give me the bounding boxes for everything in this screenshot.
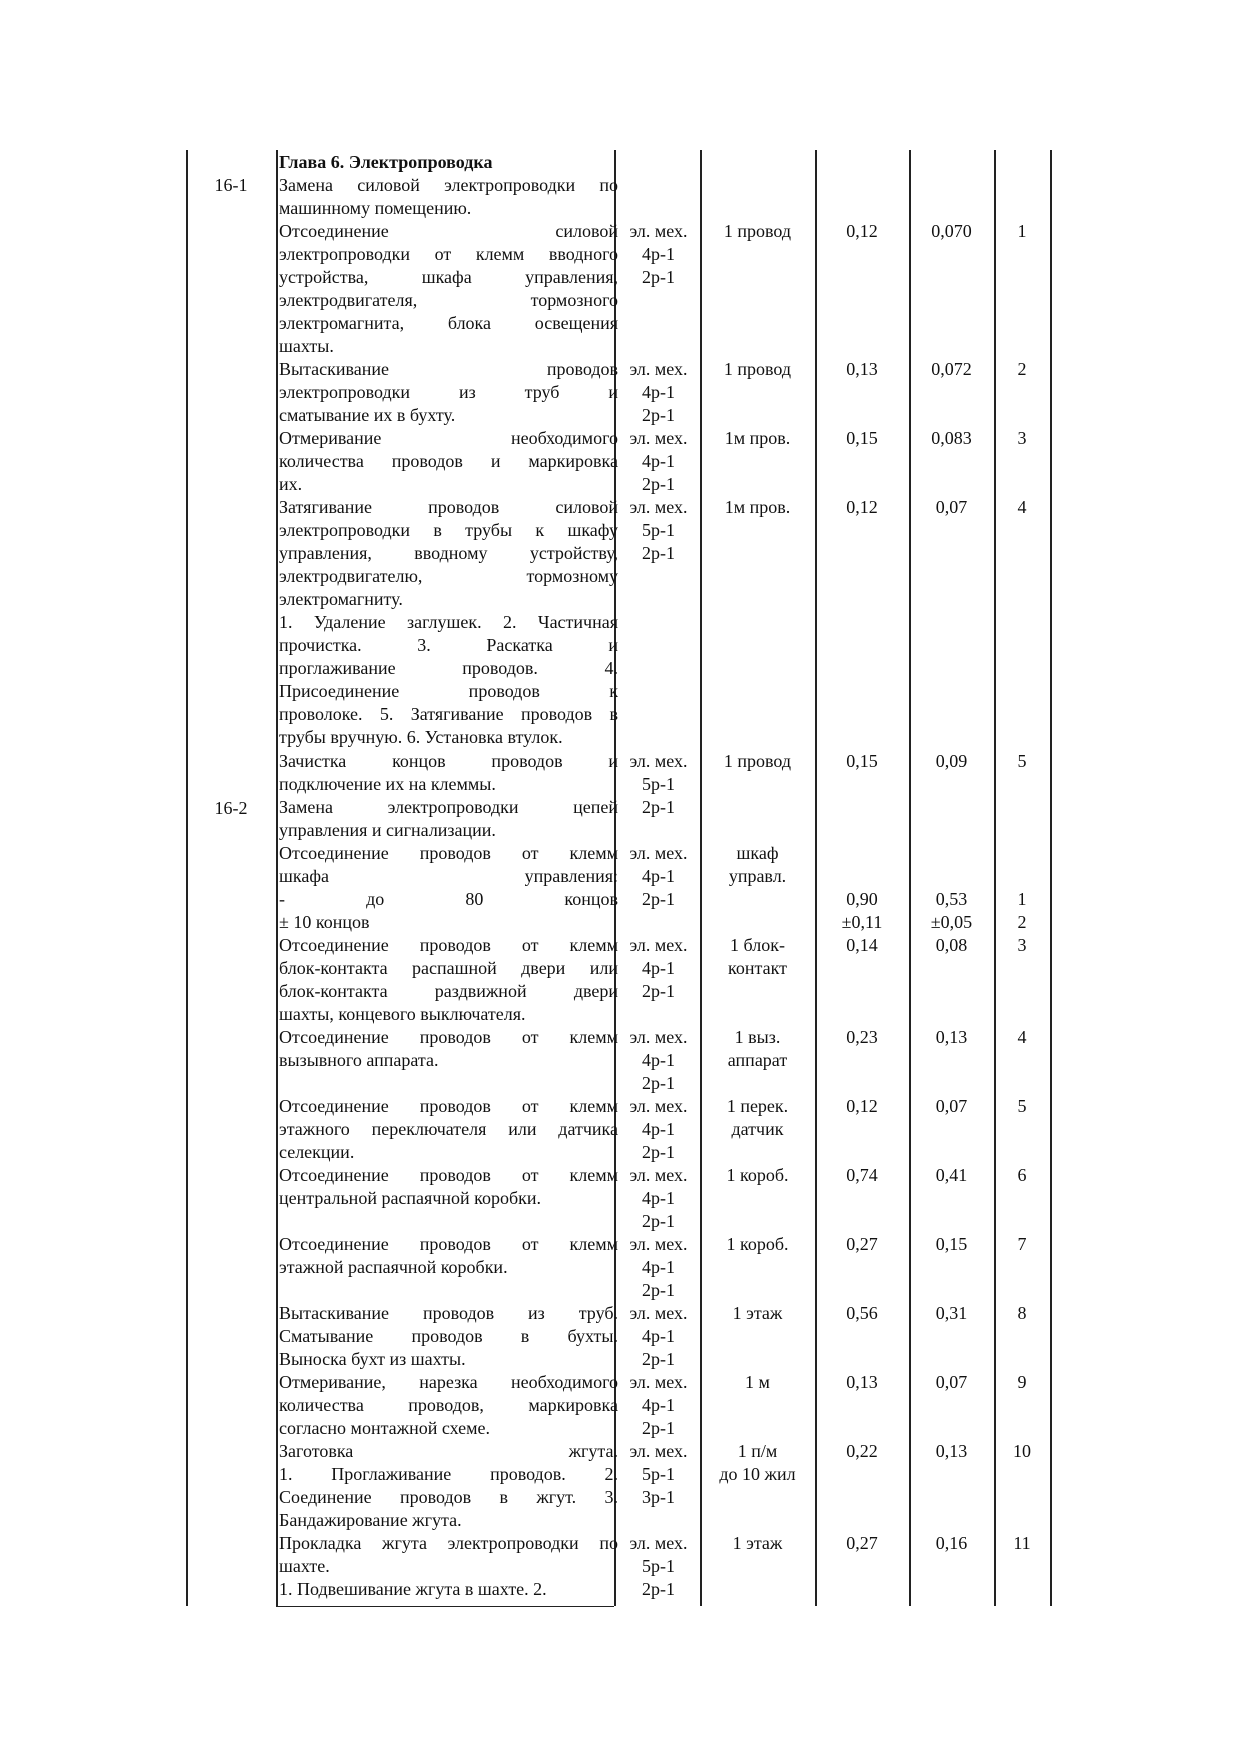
work-description	[279, 427, 618, 496]
description-line: Отмеривание, нарезка необходимого	[279, 1372, 618, 1392]
work-description	[279, 842, 618, 934]
norm-value-value: 0,07	[935, 1372, 968, 1392]
description-line: Сматывание проводов в бухты.	[279, 1326, 618, 1346]
unit-of-measure	[700, 1532, 815, 1555]
unit-of-measure-value: 1м пров.	[724, 497, 791, 517]
work-description	[279, 1371, 618, 1440]
crew-composition	[617, 220, 700, 289]
unit-of-measure-value: шкаф	[736, 843, 779, 863]
description-line: центральной распаячной коробки.	[279, 1188, 542, 1208]
work-description	[279, 496, 618, 611]
crew-composition-value: 2р-1	[642, 1211, 675, 1231]
crew-composition-value: эл. мех.	[629, 428, 688, 448]
crew-composition	[617, 1095, 700, 1164]
unit-of-measure	[700, 1095, 815, 1141]
work-description	[279, 1026, 618, 1072]
description-line: Вытаскивание проводов	[279, 359, 618, 379]
description-line: электромагнита, блока освещения	[279, 313, 618, 333]
unit-of-measure	[700, 1440, 815, 1486]
crew-composition-value: эл. мех.	[629, 935, 688, 955]
work-description	[279, 1233, 618, 1279]
norm-value	[909, 220, 994, 243]
unit-of-measure-value: 1 выз.	[734, 1027, 781, 1047]
crew-composition-value: 4р-1	[642, 1257, 675, 1277]
norm-time	[815, 934, 909, 957]
table-border-right	[1050, 150, 1052, 1606]
description-line: 1. Подвешивание жгута в шахте. 2.	[279, 1579, 547, 1599]
norm-value-value: 0,08	[935, 935, 968, 955]
norm-time	[815, 358, 909, 381]
norm-value	[909, 496, 994, 519]
unit-of-measure-value: контакт	[728, 958, 787, 978]
norm-value-value: 0,072	[931, 359, 972, 379]
description-line: Отсоединение проводов от клемм	[279, 1027, 618, 1047]
description-line: этажной распаячной коробки.	[279, 1257, 508, 1277]
row-number-value: 11	[1013, 1533, 1031, 1553]
description-line: блок-контакта распашной двери или	[279, 958, 618, 978]
crew-composition-value: эл. мех.	[629, 1096, 688, 1116]
description-line: количества проводов, маркировка	[279, 1395, 618, 1415]
description-line: Заготовка жгута.	[279, 1441, 618, 1461]
norm-time-value: 0,90	[846, 889, 878, 909]
crew-composition	[617, 1440, 700, 1509]
norm-time	[815, 1371, 909, 1394]
row-number	[994, 934, 1050, 957]
crew-composition-value: 4р-1	[642, 1119, 675, 1139]
description-line: Выноска бухт из шахты.	[279, 1349, 466, 1369]
row-number-value: 5	[1017, 1096, 1027, 1116]
crew-composition-value: 4р-1	[642, 1326, 675, 1346]
crew-composition-value: 4р-1	[642, 451, 675, 471]
crew-composition-value: эл. мех.	[629, 1027, 688, 1047]
row-number	[994, 358, 1050, 381]
norm-value-value: ±0,05	[930, 912, 973, 932]
crew-composition-value: 4р-1	[642, 1395, 675, 1415]
crew-composition-value: 4р-1	[642, 958, 675, 978]
row-number-value: 3	[1017, 935, 1027, 955]
crew-composition-value: 4р-1	[642, 244, 675, 264]
unit-of-measure-value: датчик	[731, 1119, 784, 1139]
work-description	[279, 1532, 618, 1601]
crew-composition	[617, 358, 700, 427]
crew-composition-value: эл. мех.	[629, 221, 688, 241]
norm-value-value: 0,070	[931, 221, 972, 241]
row-number-value: 6	[1017, 1165, 1027, 1185]
norm-time	[815, 220, 909, 243]
description-line: проглаживание проводов. 4.	[279, 658, 618, 678]
norm-time-value: 0,13	[846, 1372, 878, 1392]
crew-composition-value: 4р-1	[642, 382, 675, 402]
norm-value	[909, 1440, 994, 1463]
norm-time-value: 0,27	[846, 1234, 878, 1254]
description-line: Отсоединение проводов от клемм	[279, 1234, 618, 1254]
unit-of-measure	[700, 358, 815, 381]
unit-of-measure-value: 1 провод	[723, 359, 792, 379]
unit-of-measure	[700, 1164, 815, 1187]
work-description	[279, 1440, 618, 1532]
description-line: 1. Удаление заглушек. 2. Частичная	[279, 612, 618, 632]
description-line: управления и сигнализации.	[279, 820, 496, 840]
description-line: шахте.	[279, 1556, 330, 1576]
crew-composition-value: 4р-1	[642, 866, 675, 886]
description-line: Прокладка жгута электропроводки по	[279, 1533, 618, 1553]
unit-of-measure	[700, 1026, 815, 1072]
work-description	[279, 750, 618, 796]
description-line: Бандажирование жгута.	[279, 1510, 462, 1530]
chapter-title: Глава 6. Электропроводка	[279, 152, 493, 172]
unit-of-measure-value: 1 этаж	[732, 1303, 783, 1323]
unit-of-measure	[700, 1233, 815, 1256]
description-line: Отсоединение проводов от клемм	[279, 935, 618, 955]
row-number	[994, 1371, 1050, 1394]
work-description	[279, 358, 618, 427]
row-number-value: 1	[1017, 889, 1027, 909]
crew-composition-value: 5р-1	[642, 1464, 675, 1484]
section-code: 16-1	[214, 175, 248, 195]
description-line: Соединение проводов в жгут. 3.	[279, 1487, 618, 1507]
crew-composition-value: 5р-1	[642, 1556, 675, 1576]
work-description	[279, 1095, 618, 1164]
row-number	[994, 888, 1050, 934]
crew-composition-value: эл. мех.	[629, 1234, 688, 1254]
crew-composition-value: 2р-1	[642, 1349, 675, 1369]
norm-value-value: 0,083	[931, 428, 972, 448]
row-number	[994, 1302, 1050, 1325]
crew-composition	[617, 496, 700, 565]
norm-value-value: 0,07	[935, 497, 968, 517]
work-description	[279, 611, 618, 749]
crew-composition-value: 2р-1	[642, 543, 675, 563]
row-number-value: 2	[1017, 359, 1027, 379]
unit-of-measure	[700, 1302, 815, 1325]
norm-value	[909, 1233, 994, 1256]
norm-time-value: 0,23	[846, 1027, 878, 1047]
work-description	[279, 1302, 618, 1371]
description-line: электромагниту.	[279, 589, 403, 609]
norm-time-value: 0,56	[846, 1303, 878, 1323]
crew-composition	[617, 934, 700, 1003]
crew-composition	[617, 1302, 700, 1371]
norm-time	[815, 1302, 909, 1325]
description-line: ± 10 концов	[279, 912, 370, 932]
norm-time-value: 0,13	[846, 359, 878, 379]
row-number	[994, 1026, 1050, 1049]
crew-composition	[617, 1164, 700, 1233]
description-line: Отсоединение силовой	[279, 221, 618, 241]
norm-value-value: 0,07	[935, 1096, 968, 1116]
table-border-left	[186, 150, 188, 1606]
description-line: 1. Проглаживание проводов. 2.	[279, 1464, 618, 1484]
unit-of-measure-value: 1 этаж	[732, 1533, 783, 1553]
table-bottom-line	[276, 1606, 614, 1607]
unit-of-measure	[700, 750, 815, 773]
description-line: селекции.	[279, 1142, 355, 1162]
crew-composition-value: 2р-1	[642, 1073, 675, 1093]
norm-value-value: 0,53	[935, 889, 968, 909]
description-line: прочистка. 3. Раскатка и	[279, 635, 618, 655]
crew-composition-value: эл. мех.	[629, 1441, 688, 1461]
row-number	[994, 1532, 1050, 1555]
norm-time-value: 0,74	[846, 1165, 878, 1185]
description-line: машинному помещению.	[279, 198, 472, 218]
norm-value-value: 0,09	[935, 751, 968, 771]
description-line: их.	[279, 474, 303, 494]
row-number-value: 2	[1017, 912, 1027, 932]
norm-time	[815, 750, 909, 773]
unit-of-measure-value: 1м пров.	[724, 428, 791, 448]
crew-composition	[617, 427, 700, 496]
row-number-value: 4	[1017, 1027, 1027, 1047]
row-number-value: 10	[1013, 1441, 1031, 1461]
row-number	[994, 750, 1050, 773]
description-line: электродвигателя, тормозного	[279, 290, 618, 310]
crew-composition-value: эл. мех.	[629, 359, 688, 379]
norm-value	[909, 750, 994, 773]
norm-time	[815, 888, 909, 934]
row-number-value: 7	[1017, 1234, 1027, 1254]
norm-value-value: 0,31	[935, 1303, 968, 1323]
norm-time	[815, 1164, 909, 1187]
norm-time-value: 0,12	[846, 497, 878, 517]
crew-composition-value: 4р-1	[642, 1050, 675, 1070]
unit-of-measure	[700, 427, 815, 450]
norm-time-value: 0,14	[846, 935, 878, 955]
norm-value	[909, 1302, 994, 1325]
norm-value-value: 0,13	[935, 1027, 968, 1047]
unit-of-measure-value: управл.	[728, 866, 787, 886]
description-line: Отсоединение проводов от клемм	[279, 843, 618, 863]
unit-of-measure-value: аппарат	[727, 1050, 788, 1070]
norm-time-value: 0,12	[846, 221, 878, 241]
description-line: Зачистка концов проводов и	[279, 751, 618, 771]
crew-composition-value: эл. мех.	[629, 751, 688, 771]
norm-value	[909, 358, 994, 381]
description-line: Замена силовой электропроводки по	[279, 175, 618, 195]
description-line: Присоединение проводов к	[279, 681, 618, 701]
norm-value	[909, 888, 994, 934]
norm-value-value: 0,13	[935, 1441, 968, 1461]
unit-of-measure	[700, 1371, 815, 1394]
norm-time-value: 0,27	[846, 1533, 878, 1553]
crew-composition-value: эл. мех.	[629, 497, 688, 517]
description-line: проволоке. 5. Затягивание проводов в	[279, 704, 618, 724]
description-line: согласно монтажной схеме.	[279, 1418, 491, 1438]
norm-time-value: 0,22	[846, 1441, 878, 1461]
description-line: этажного переключателя или датчика	[279, 1119, 618, 1139]
description-line: шкафа управления:	[279, 866, 618, 886]
crew-composition	[617, 1233, 700, 1302]
unit-of-measure	[700, 496, 815, 519]
norm-value	[909, 1532, 994, 1555]
work-description	[279, 220, 618, 358]
description-line: вызывного аппарата.	[279, 1050, 439, 1070]
crew-composition-value: 3р-1	[642, 1487, 675, 1507]
description-line: электропроводки от клемм вводного	[279, 244, 618, 264]
unit-of-measure-value: 1 провод	[723, 221, 792, 241]
norm-time	[815, 1233, 909, 1256]
work-description	[279, 934, 618, 1026]
crew-composition-value: 2р-1	[642, 797, 675, 817]
description-line: - до 80 концов	[279, 889, 618, 909]
description-line: Замена электропроводки цепей	[279, 797, 618, 817]
row-number	[994, 1095, 1050, 1118]
norm-time-value: ±0,11	[841, 912, 883, 932]
norm-value-value: 0,41	[935, 1165, 968, 1185]
description-line: управления, вводному устройству,	[279, 543, 618, 563]
row-number	[994, 220, 1050, 243]
norm-time	[815, 1532, 909, 1555]
row-number	[994, 1440, 1050, 1463]
norm-time-value: 0,12	[846, 1096, 878, 1116]
unit-of-measure	[700, 934, 815, 980]
description-line: электропроводки из труб и	[279, 382, 618, 402]
row-number	[994, 496, 1050, 519]
unit-of-measure-value: 1 м	[745, 1372, 770, 1392]
crew-composition-value: эл. мех.	[629, 1165, 688, 1185]
crew-composition-value: эл. мех.	[629, 1372, 688, 1392]
row-number-value: 9	[1017, 1372, 1027, 1392]
crew-composition-value: 2р-1	[642, 1280, 675, 1300]
unit-of-measure-value: 1 блок-	[730, 935, 785, 955]
norm-time-value: 0,15	[846, 428, 878, 448]
crew-composition-value: 5р-1	[642, 520, 675, 540]
norm-value	[909, 934, 994, 957]
crew-composition	[617, 1532, 700, 1601]
work-description	[279, 1164, 618, 1210]
description-line: Отмеривание необходимого	[279, 428, 618, 448]
description-line: блок-контакта раздвижной двери	[279, 981, 618, 1001]
row-number	[994, 427, 1050, 450]
row-number-value: 3	[1017, 428, 1027, 448]
crew-composition-value: 2р-1	[642, 1142, 675, 1162]
crew-composition-value: эл. мех.	[629, 1533, 688, 1553]
description-line: устройства, шкафа управления,	[279, 267, 618, 287]
row-number-value: 5	[1017, 751, 1027, 771]
norm-value	[909, 1164, 994, 1187]
crew-composition-value: 2р-1	[642, 889, 675, 909]
norm-time	[815, 1440, 909, 1463]
crew-composition-value: 5р-1	[642, 774, 675, 794]
crew-composition-value: 2р-1	[642, 981, 675, 1001]
norm-value	[909, 1371, 994, 1394]
crew-composition	[617, 1026, 700, 1095]
crew-composition	[617, 842, 700, 911]
unit-of-measure-value: 1 провод	[723, 751, 792, 771]
unit-of-measure-value: 1 п/м	[737, 1441, 778, 1461]
row-number-value: 1	[1017, 221, 1027, 241]
unit-of-measure-value: 1 короб.	[726, 1165, 789, 1185]
column-divider-code	[276, 150, 278, 1606]
row-number-value: 4	[1017, 497, 1027, 517]
description-line: электродвигателю, тормозному	[279, 566, 618, 586]
description-line: сматывание их в бухту.	[279, 405, 456, 425]
description-line: подключение их на клеммы.	[279, 774, 496, 794]
description-line: шахты, концевого выключателя.	[279, 1004, 526, 1024]
crew-composition-value: 4р-1	[642, 1188, 675, 1208]
norm-time	[815, 1026, 909, 1049]
row-number-value: 8	[1017, 1303, 1027, 1323]
crew-composition-value: 2р-1	[642, 267, 675, 287]
unit-of-measure-value: 1 короб.	[726, 1234, 789, 1254]
section-code: 16-2	[214, 798, 248, 818]
unit-of-measure-value: 1 перек.	[726, 1096, 789, 1116]
description-line: Затягивание проводов силовой	[279, 497, 618, 517]
crew-composition	[617, 750, 700, 819]
crew-composition-value: 2р-1	[642, 474, 675, 494]
work-description	[279, 174, 618, 220]
norm-value-value: 0,16	[935, 1533, 968, 1553]
crew-composition-value: 2р-1	[642, 405, 675, 425]
description-line: Вытаскивание проводов из труб.	[279, 1303, 618, 1323]
crew-composition-value: эл. мех.	[629, 843, 688, 863]
description-line: трубы вручную. 6. Установка втулок.	[279, 727, 563, 747]
unit-of-measure	[700, 842, 815, 888]
row-number	[994, 1164, 1050, 1187]
work-description	[279, 796, 618, 842]
norm-time	[815, 496, 909, 519]
description-line: шахты.	[279, 336, 334, 356]
description-line: электропроводки в трубы к шкафу	[279, 520, 618, 540]
norm-value	[909, 1026, 994, 1049]
description-line: Отсоединение проводов от клемм	[279, 1165, 618, 1185]
norm-time	[815, 1095, 909, 1118]
crew-composition	[617, 1371, 700, 1440]
description-line: количества проводов и маркировка	[279, 451, 618, 471]
unit-of-measure-value: до 10 жил	[719, 1464, 796, 1484]
norm-value	[909, 427, 994, 450]
row-number	[994, 1233, 1050, 1256]
crew-composition-value: эл. мех.	[629, 1303, 688, 1323]
crew-composition-value: 2р-1	[642, 1418, 675, 1438]
crew-composition-value: 2р-1	[642, 1579, 675, 1599]
norm-time	[815, 427, 909, 450]
norm-value-value: 0,15	[935, 1234, 968, 1254]
norm-value	[909, 1095, 994, 1118]
unit-of-measure	[700, 220, 815, 243]
norm-time-value: 0,15	[846, 751, 878, 771]
description-line: Отсоединение проводов от клемм	[279, 1096, 618, 1116]
